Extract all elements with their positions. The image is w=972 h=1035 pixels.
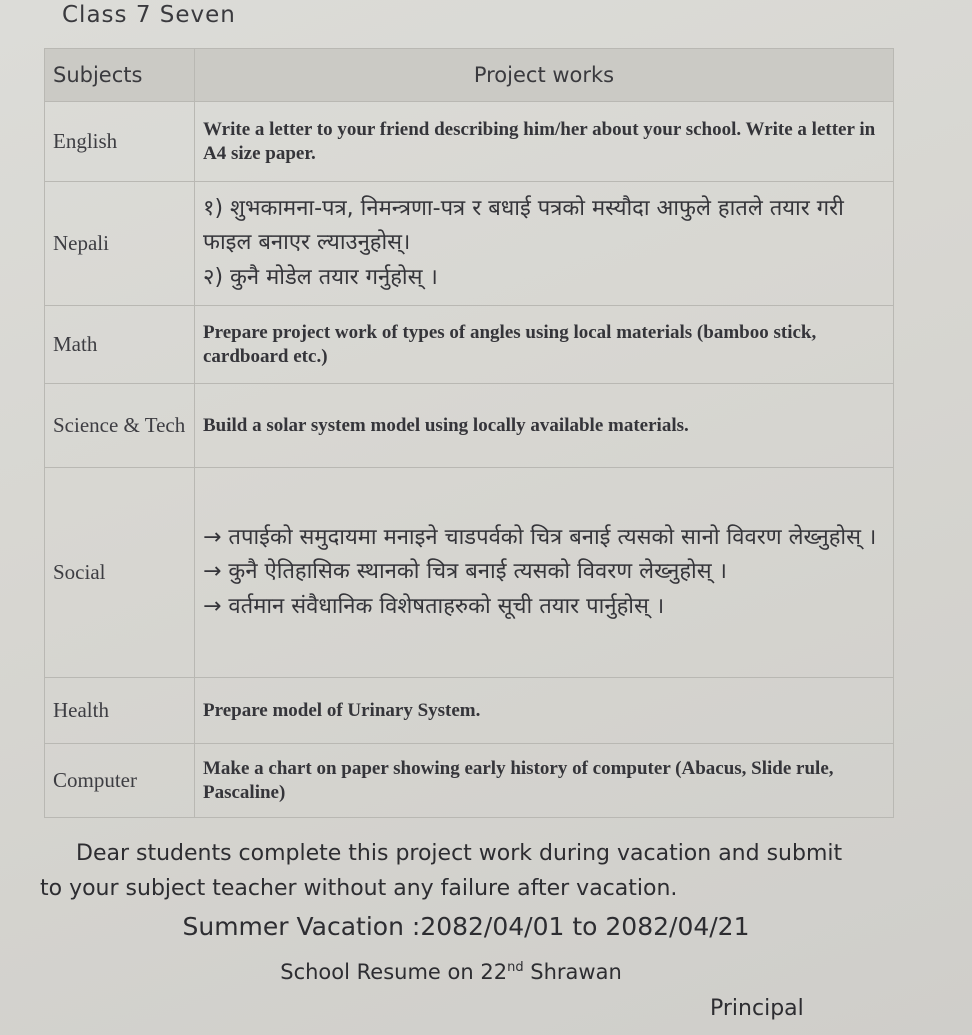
table-row-nepali [45, 182, 894, 306]
table-row-science-tech [45, 384, 894, 468]
project-work-line: २) कुनै मोडेल तयार गर्नुहोस् । [203, 264, 438, 290]
subject-cell: Nepali [45, 182, 195, 306]
project-work-cell [195, 384, 894, 468]
project-work-line: Write a letter to your friend describing him/her about your school. Write a letter in A4 size paper. [203, 118, 876, 164]
project-work-cell [195, 182, 894, 306]
header-project-works: Project works [195, 49, 894, 102]
notice-line: Dear students complete this project work during vacation and submit [76, 841, 843, 866]
resume-month: Shrawan [523, 960, 622, 984]
resume-text: School Resume on 22 [280, 960, 508, 984]
table-row-computer [45, 744, 894, 818]
project-work-line: → तपाईको समुदायमा मनाइने चाडपर्वको चित्र बनाई त्यसको सानो विवरण लेख्नुहोस् । [203, 525, 877, 551]
resume-ordinal: nd [507, 960, 524, 975]
project-work-cell [195, 468, 894, 678]
principal-signature: Principal [710, 996, 804, 1021]
table-header-row [45, 49, 894, 102]
notice-paragraph [40, 836, 940, 906]
table-row-math [45, 306, 894, 384]
table-row-health [45, 678, 894, 744]
project-work-line: Make a chart on paper showing early history of computer (Abacus, Slide rule, Pascaline) [203, 757, 834, 803]
subject-cell: Social [45, 468, 195, 678]
project-work-line: Prepare model of Urinary System. [203, 699, 481, 721]
project-work-line: Prepare project work of types of angles using local materials (bamboo stick, cardboard etc.) [203, 321, 817, 367]
notice-line: to your subject teacher without any failure after vacation. [40, 876, 678, 902]
project-work-cell [195, 102, 894, 182]
project-work-cell [195, 306, 894, 384]
project-work-cell [195, 744, 894, 818]
subject-cell: Science & Tech [45, 384, 195, 468]
project-work-line: → वर्तमान संवैधानिक विशेषताहरुको सूची तयार पार्नुहोस् । [203, 593, 665, 619]
project-works-table [44, 48, 894, 818]
subject-cell: Math [45, 306, 195, 384]
class-heading: Class 7 Seven [62, 2, 236, 28]
project-work-line: १) शुभकामना-पत्र, निमन्त्रणा-पत्र र बधाई पत्रको मस्यौदा आफुले हातले तयार गरी फाइल बनाएर ल्याउनुहोस्। [203, 196, 844, 256]
table-row-social [45, 468, 894, 678]
table-row-english [45, 102, 894, 182]
summer-vacation-dates: Summer Vacation :2082/04/01 to 2082/04/21 [182, 912, 750, 941]
school-resume-date [0, 960, 972, 984]
subject-cell: Computer [45, 744, 195, 818]
project-work-cell [195, 678, 894, 744]
subject-cell: English [45, 102, 195, 182]
header-subjects: Subjects [45, 49, 195, 102]
project-work-line: → कुनै ऐतिहासिक स्थानको चित्र बनाई त्यसको विवरण लेख्नुहोस् । [203, 559, 727, 585]
subject-cell: Health [45, 678, 195, 744]
project-work-line: Build a solar system model using locally available materials. [203, 414, 689, 436]
